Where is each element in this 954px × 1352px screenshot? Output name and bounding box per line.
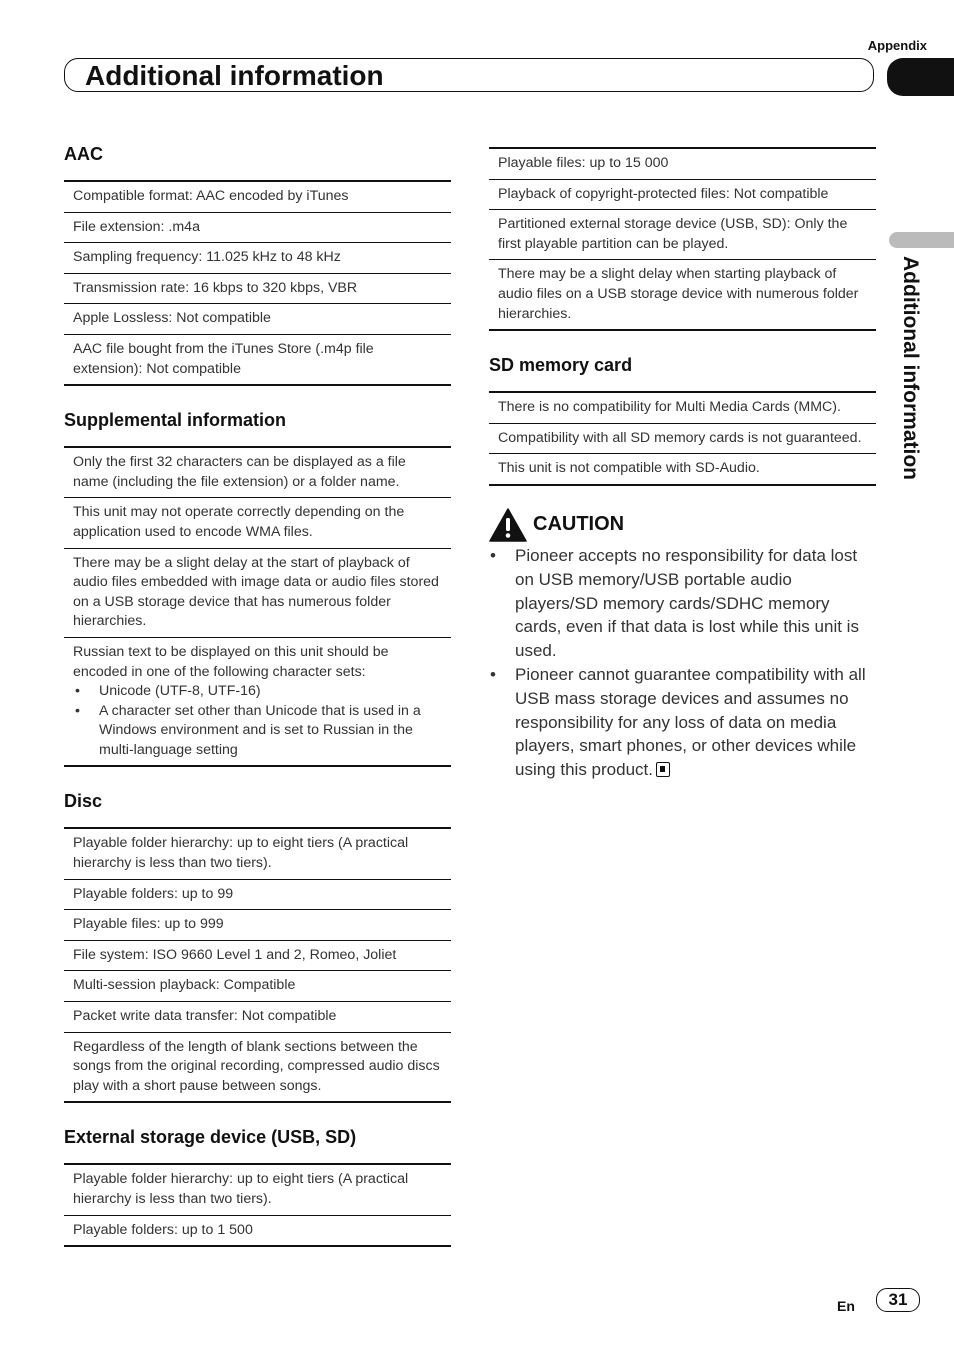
table-row: There may be a slight delay at the start of playback of audio files embedded with image data or audio files stored on a USB storage device that has numerous folder hierarchies. xyxy=(64,549,451,638)
side-tab-marker xyxy=(889,232,954,248)
disc-table xyxy=(64,827,451,1103)
disc-heading: Disc xyxy=(64,791,103,812)
table-row: Playback of copyright-protected files: Not compatible xyxy=(489,180,876,211)
page-title: Additional information xyxy=(85,60,384,91)
section-tab-marker xyxy=(887,58,954,96)
list-item: • Unicode (UTF-8, UTF-16) xyxy=(73,682,442,702)
right-column xyxy=(489,147,876,782)
table-row: Partitioned external storage device (USB, SD): Only the first playable partition can be played. xyxy=(489,210,876,260)
table-row: This unit may not operate correctly depending on the application used to encode WMA files. xyxy=(64,498,451,548)
page-title-bar xyxy=(64,58,874,92)
list-item xyxy=(489,663,876,782)
supplemental-table xyxy=(64,446,451,767)
table-row: Transmission rate: 16 kbps to 320 kbps, VBR xyxy=(64,274,451,305)
table-row: Playable files: up to 999 xyxy=(64,910,451,941)
table-row: Playable files: up to 15 000 xyxy=(489,149,876,180)
sd-card-table xyxy=(489,391,876,486)
table-row: File system: ISO 9660 Level 1 and 2, Romeo, Joliet xyxy=(64,941,451,972)
table-row: There is no compatibility for Multi Media Cards (MMC). xyxy=(489,393,876,424)
caution-heading: CAUTION xyxy=(533,513,625,536)
table-row: Playable folders: up to 1 500 xyxy=(64,1216,451,1248)
table-row: Regardless of the length of blank sections between the songs from the original recording, compressed audio discs play with a short pause between songs. xyxy=(64,1033,451,1104)
table-row: Sampling frequency: 11.025 kHz to 48 kHz xyxy=(64,243,451,274)
aac-table xyxy=(64,180,451,386)
caution-text: Pioneer cannot guarantee compatibility with all USB mass storage devices and assumes no responsibility for any loss of data on media players, smart phones, or other devices while using this product. xyxy=(515,664,866,780)
warning-triangle-icon xyxy=(489,508,527,542)
supplemental-heading: Supplemental information xyxy=(64,410,287,431)
table-row: Only the first 32 characters can be displayed as a file name (including the file extension) or a folder name. xyxy=(64,448,451,498)
table-row: Multi-session playback: Compatible xyxy=(64,971,451,1002)
table-row: This unit is not compatible with SD-Audio. xyxy=(489,454,876,486)
aac-heading: AAC xyxy=(64,144,103,164)
table-row: Playable folder hierarchy: up to eight tiers (A practical hierarchy is less than two tiers). xyxy=(64,829,451,879)
table-row: AAC file bought from the iTunes Store (.m4p file extension): Not compatible xyxy=(64,335,451,386)
table-row-russian xyxy=(64,638,451,768)
page-number: 31 xyxy=(876,1288,920,1312)
table-row: Compatible format: AAC encoded by iTunes xyxy=(64,182,451,213)
side-tab-label: Additional information xyxy=(899,256,922,480)
external-storage-table-continued xyxy=(489,147,876,331)
charset-list xyxy=(73,682,442,760)
table-row: There may be a slight delay when starting playback of audio files on a USB storage device with numerous folder hierarchies. xyxy=(489,260,876,331)
table-row: Compatibility with all SD memory cards is not guaranteed. xyxy=(489,424,876,455)
table-row: Apple Lossless: Not compatible xyxy=(64,304,451,335)
external-storage-table xyxy=(64,1163,451,1247)
russian-text: Russian text to be displayed on this unit should be encoded in one of the following character sets: xyxy=(73,643,389,680)
caution-text: Pioneer accepts no responsibility for data lost on USB memory/USB portable audio players/SD memory cards/SDHC memory cards, even if that data is lost while this unit is used. xyxy=(515,545,859,661)
caution-list xyxy=(489,544,876,782)
left-column xyxy=(64,142,451,1269)
appendix-label: Appendix xyxy=(867,38,927,53)
sd-card-heading: SD memory card xyxy=(489,355,633,376)
caution-header xyxy=(489,508,876,542)
table-row: Packet write data transfer: Not compatible xyxy=(64,1002,451,1033)
list-item: • A character set other than Unicode that is used in a Windows environment and is set to Russian in the multi-language setting xyxy=(73,702,442,761)
end-mark-icon xyxy=(656,762,670,777)
table-row: Playable folder hierarchy: up to eight tiers (A practical hierarchy is less than two tiers). xyxy=(64,1165,451,1215)
table-row: File extension: .m4a xyxy=(64,213,451,244)
language-label: En xyxy=(837,1298,855,1314)
table-row: Playable folders: up to 99 xyxy=(64,880,451,911)
external-storage-heading: External storage device (USB, SD) xyxy=(64,1127,357,1148)
list-item xyxy=(489,544,876,663)
